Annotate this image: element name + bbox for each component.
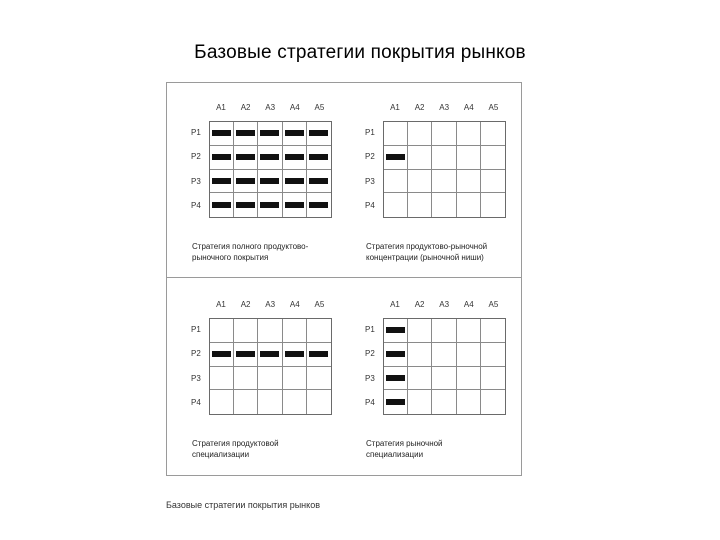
coverage-mark xyxy=(212,130,231,136)
column-label: A1 xyxy=(216,300,226,309)
product-market-grid xyxy=(383,121,506,218)
grid-cell xyxy=(234,390,258,414)
column-label: A3 xyxy=(439,300,450,309)
grid-cell xyxy=(283,193,307,217)
grid-cell xyxy=(408,193,432,217)
grid-cell xyxy=(408,367,432,391)
column-label: A1 xyxy=(216,103,226,112)
grid-cell xyxy=(408,390,432,414)
caption-line: Стратегия продуктово-рыночной xyxy=(366,242,488,251)
coverage-mark xyxy=(386,351,405,357)
coverage-mark xyxy=(386,375,405,381)
grid-cell xyxy=(258,193,282,217)
row-label: P4 xyxy=(365,200,375,210)
grid-cell xyxy=(457,170,481,194)
grid-cell xyxy=(457,367,481,391)
grid-cell xyxy=(408,122,432,146)
product-market-grid xyxy=(383,318,506,415)
row-label: P1 xyxy=(191,325,201,335)
grid-cell xyxy=(283,170,307,194)
grid-cell xyxy=(258,146,282,170)
coverage-mark xyxy=(309,351,328,357)
grid-cell xyxy=(457,343,481,367)
column-label: A5 xyxy=(314,103,325,112)
grid-cell xyxy=(408,319,432,343)
coverage-mark xyxy=(212,351,231,357)
grid-cell xyxy=(432,390,456,414)
grid-cell xyxy=(408,170,432,194)
coverage-mark xyxy=(212,154,231,160)
grid-cell xyxy=(384,367,408,391)
coverage-mark xyxy=(285,154,304,160)
column-label: A5 xyxy=(314,300,325,309)
grid-cell xyxy=(307,343,331,367)
coverage-mark xyxy=(236,154,255,160)
grid-cell xyxy=(210,319,234,343)
horizontal-divider xyxy=(166,277,522,278)
column-label: A2 xyxy=(414,103,425,112)
grid-cell xyxy=(210,193,234,217)
grid-cell xyxy=(384,343,408,367)
row-label: P2 xyxy=(365,152,375,162)
grid-cell xyxy=(432,170,456,194)
grid-cell xyxy=(210,122,234,146)
coverage-mark xyxy=(309,178,328,184)
row-label: P2 xyxy=(191,349,201,359)
product-market-grid xyxy=(209,318,332,415)
grid-cell xyxy=(384,122,408,146)
grid-cell xyxy=(258,343,282,367)
grid-cell xyxy=(408,146,432,170)
column-label: A2 xyxy=(240,103,251,112)
coverage-mark xyxy=(260,202,279,208)
coverage-mark xyxy=(309,130,328,136)
page-title: Базовые стратегии покрытия рынков xyxy=(194,42,526,63)
product-market-grid xyxy=(209,121,332,218)
panel-caption xyxy=(192,438,342,460)
coverage-mark xyxy=(309,202,328,208)
row-label: P4 xyxy=(191,397,201,407)
column-label: A3 xyxy=(265,300,276,309)
grid-cell xyxy=(408,343,432,367)
grid-cell xyxy=(384,170,408,194)
row-label: P2 xyxy=(365,349,375,359)
grid-cell xyxy=(234,146,258,170)
grid-cell xyxy=(457,122,481,146)
grid-cell xyxy=(457,146,481,170)
row-label: P3 xyxy=(191,176,201,186)
grid-cell xyxy=(283,319,307,343)
column-label: A2 xyxy=(240,300,251,309)
grid-cell xyxy=(432,193,456,217)
grid-cell xyxy=(481,367,505,391)
grid-cell xyxy=(210,146,234,170)
grid-cell xyxy=(384,319,408,343)
grid-cell xyxy=(283,390,307,414)
coverage-mark xyxy=(260,351,279,357)
grid-cell xyxy=(307,170,331,194)
coverage-mark xyxy=(285,351,304,357)
grid-cell xyxy=(481,343,505,367)
grid-cell xyxy=(384,390,408,414)
panel-caption xyxy=(366,438,516,460)
coverage-mark xyxy=(236,351,255,357)
column-label: A1 xyxy=(390,300,400,309)
column-label: A4 xyxy=(289,103,300,112)
grid-cell xyxy=(258,319,282,343)
grid-cell xyxy=(234,170,258,194)
coverage-mark xyxy=(260,130,279,136)
column-label: A1 xyxy=(390,103,400,112)
grid-cell xyxy=(481,193,505,217)
grid-cell xyxy=(307,319,331,343)
grid-cell xyxy=(457,390,481,414)
grid-cell xyxy=(432,343,456,367)
coverage-mark xyxy=(285,130,304,136)
column-label: A3 xyxy=(265,103,276,112)
grid-cell xyxy=(481,122,505,146)
grid-cell xyxy=(432,146,456,170)
column-label: A4 xyxy=(289,300,300,309)
row-label: P2 xyxy=(191,152,201,162)
row-label: P1 xyxy=(365,128,375,138)
coverage-mark xyxy=(212,178,231,184)
grid-cell xyxy=(481,319,505,343)
grid-cell xyxy=(457,193,481,217)
grid-cell xyxy=(258,390,282,414)
grid-cell xyxy=(234,343,258,367)
grid-cell xyxy=(432,367,456,391)
coverage-mark xyxy=(386,154,405,160)
column-label: A4 xyxy=(463,300,474,309)
grid-cell xyxy=(258,170,282,194)
grid-cell xyxy=(258,122,282,146)
row-label: P1 xyxy=(365,325,375,335)
caption-line: Стратегия продуктовой xyxy=(192,439,279,448)
coverage-mark xyxy=(386,399,405,405)
row-label: P3 xyxy=(191,373,201,383)
coverage-mark xyxy=(260,178,279,184)
row-label: P4 xyxy=(191,200,201,210)
grid-cell xyxy=(307,390,331,414)
grid-cell xyxy=(210,367,234,391)
grid-cell xyxy=(234,367,258,391)
grid-cell xyxy=(283,122,307,146)
caption-line: Стратегия рыночной xyxy=(366,439,443,448)
column-label: A4 xyxy=(463,103,474,112)
grid-cell xyxy=(258,367,282,391)
caption-line: специализации xyxy=(192,450,250,459)
row-label: P3 xyxy=(365,176,375,186)
coverage-mark xyxy=(236,202,255,208)
caption-line: концентрации (рыночной ниши) xyxy=(366,253,484,262)
grid-cell xyxy=(283,146,307,170)
row-label: P4 xyxy=(365,397,375,407)
figure-caption: Базовые стратегии покрытия рынков xyxy=(166,500,320,510)
coverage-mark xyxy=(260,154,279,160)
coverage-mark xyxy=(236,130,255,136)
coverage-mark xyxy=(285,202,304,208)
column-label: A5 xyxy=(488,103,499,112)
grid-cell xyxy=(384,146,408,170)
grid-cell xyxy=(384,193,408,217)
coverage-mark xyxy=(285,178,304,184)
grid-cell xyxy=(307,122,331,146)
grid-cell xyxy=(307,146,331,170)
grid-cell xyxy=(283,343,307,367)
grid-cell xyxy=(481,170,505,194)
coverage-mark xyxy=(386,327,405,333)
grid-cell xyxy=(234,193,258,217)
panel-caption xyxy=(366,241,516,263)
column-label: A5 xyxy=(488,300,499,309)
row-label: P1 xyxy=(191,128,201,138)
grid-cell xyxy=(481,390,505,414)
caption-line: рыночного покрытия xyxy=(192,253,269,262)
grid-cell xyxy=(432,319,456,343)
coverage-mark xyxy=(236,178,255,184)
grid-cell xyxy=(457,319,481,343)
coverage-mark xyxy=(212,202,231,208)
coverage-mark xyxy=(309,154,328,160)
panel-caption xyxy=(192,241,342,263)
grid-cell xyxy=(481,146,505,170)
grid-cell xyxy=(307,193,331,217)
grid-cell xyxy=(234,319,258,343)
grid-cell xyxy=(432,122,456,146)
grid-cell xyxy=(283,367,307,391)
caption-line: Стратегия полного продуктово- xyxy=(192,242,309,251)
row-label: P3 xyxy=(365,373,375,383)
column-label: A2 xyxy=(414,300,425,309)
grid-cell xyxy=(210,170,234,194)
caption-line: специализации xyxy=(366,450,424,459)
grid-cell xyxy=(210,343,234,367)
grid-cell xyxy=(234,122,258,146)
column-label: A3 xyxy=(439,103,450,112)
grid-cell xyxy=(307,367,331,391)
grid-cell xyxy=(210,390,234,414)
